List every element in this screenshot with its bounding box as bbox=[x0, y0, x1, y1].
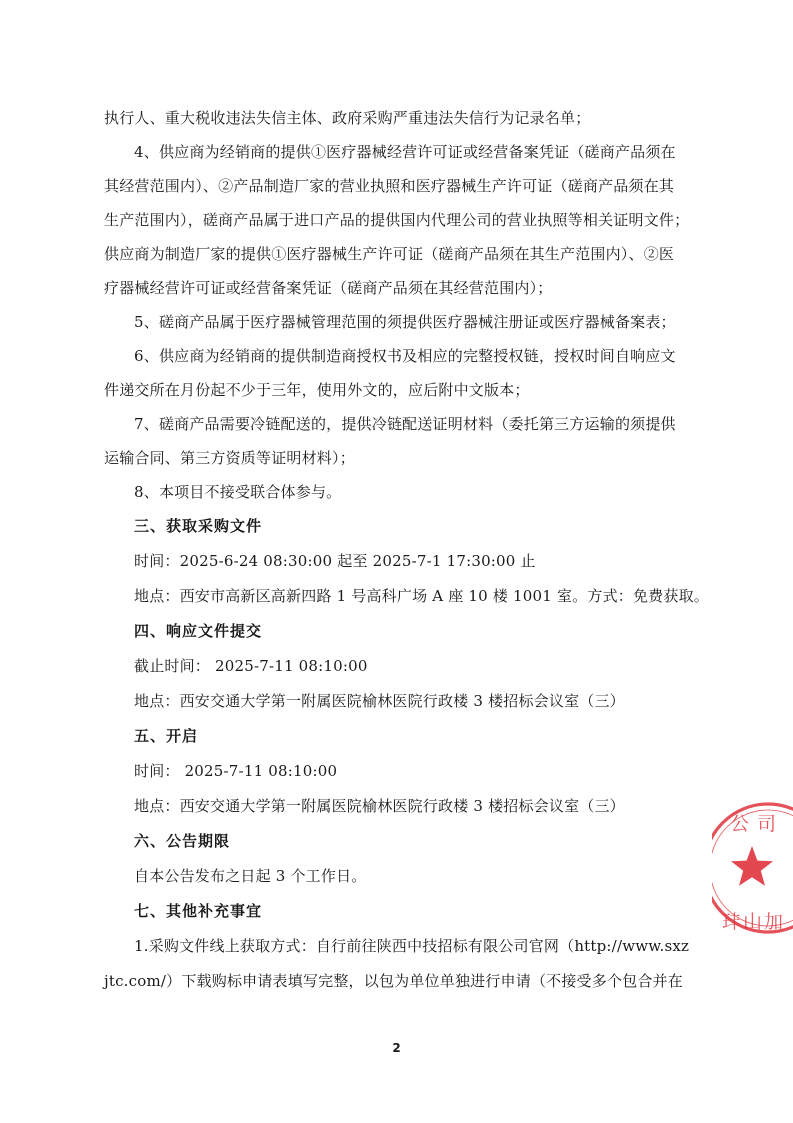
page-number: 2 bbox=[392, 1041, 401, 1055]
section-heading: 四、响应文件提交 bbox=[134, 622, 263, 640]
body-text-line: 件递交所在月份起不少于三年，使用外文的，应后附中文版本； bbox=[104, 381, 530, 399]
body-text-line: 运输合同、第三方资质等证明材料）； bbox=[104, 449, 355, 467]
seal-bottom-text: 玤山加 bbox=[722, 911, 786, 933]
body-text-line: 7、磋商产品需要冷链配送的，提供冷链配送证明材料（委托第三方运输的须提供 bbox=[134, 415, 676, 433]
section-heading: 七、其他补充事宜 bbox=[134, 902, 263, 920]
body-text-line: 其经营范围内）、②产品制造厂家的营业执照和医疗器械生产许可证（磋商产品须在其 bbox=[104, 177, 675, 195]
body-text-line: 生产范围内），磋商产品属于进口产品的提供国内代理公司的营业执照等相关证明文件； bbox=[104, 211, 690, 229]
body-text-line: 时间： 2025-7-11 08:10:00 bbox=[134, 762, 338, 780]
body-text-line: 疗器械经营许可证或经营备案凭证（磋商产品须在其经营范围内）； bbox=[104, 279, 553, 297]
body-text-line: 1.采购文件线上获取方式：自行前往陕西中技招标有限公司官网（http://www.sxz bbox=[134, 937, 690, 955]
body-text-line: 6、供应商为经销商的提供制造商授权书及相应的完整授权链，授权时间自响应文 bbox=[134, 347, 676, 365]
body-text-line: 8、本项目不接受联合体参与。 bbox=[134, 483, 342, 501]
seal-top-text: 公司 bbox=[730, 813, 785, 835]
body-text-line: 4、供应商为经销商的提供①医疗器械经营许可证或经营备案凭证（磋商产品须在 bbox=[134, 143, 676, 161]
company-seal bbox=[712, 790, 793, 940]
body-text-line: 地点：西安交通大学第一附属医院榆林医院行政楼 3 楼招标会议室（三） bbox=[134, 797, 625, 815]
body-text-line: jtc.com/）下载购标申请表填写完整，以包为单位单独进行申请（不接受多个包合并在 bbox=[104, 972, 683, 990]
body-text-line: 截止时间： 2025-7-11 08:10:00 bbox=[134, 657, 368, 675]
body-text-line: 5、磋商产品属于医疗器械管理范围的须提供医疗器械注册证或医疗器械备案表； bbox=[134, 313, 676, 331]
body-text-line: 时间：2025-6-24 08:30:00 起至 2025-7-1 17:30:00 止 bbox=[134, 552, 536, 570]
body-text-line: 自本公告发布之日起 3 个工作日。 bbox=[134, 867, 367, 885]
seal-star-icon bbox=[731, 846, 773, 886]
body-text-line: 供应商为制造厂家的提供①医疗器械生产许可证（磋商产品须在其生产范围内）、②医 bbox=[104, 245, 675, 263]
body-text-line: 执行人、重大税收违法失信主体、政府采购严重违法失信行为记录名单； bbox=[104, 109, 591, 127]
section-heading: 三、获取采购文件 bbox=[134, 517, 263, 535]
seal-stamp-icon bbox=[712, 790, 793, 940]
body-text-line: 地点：西安交通大学第一附属医院榆林医院行政楼 3 楼招标会议室（三） bbox=[134, 692, 625, 710]
section-heading: 六、公告期限 bbox=[134, 832, 231, 850]
body-text-line: 地点：西安市高新区高新四路 1 号高科广场 A 座 10 楼 1001 室。方式：免费获取。 bbox=[134, 587, 709, 605]
section-heading: 五、开启 bbox=[134, 727, 199, 745]
